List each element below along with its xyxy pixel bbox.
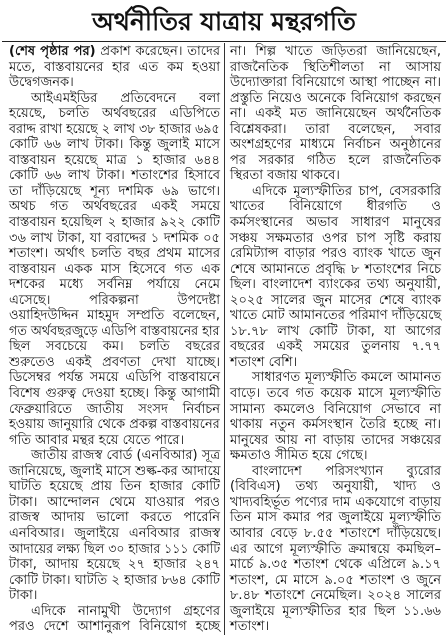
- paragraph: [230, 184, 441, 371]
- text-line: বাস্তবায়ন হয়েছিল ২ হাজার ৯২২ কোটি: [9, 215, 220, 231]
- text-line: সাধারণত মূল্যস্ফীতি কমলে আমানত: [252, 370, 441, 386]
- text-line: শতাংশ। অর্থাৎ চলতি বছর প্রথম মাসের: [9, 246, 220, 262]
- text-line: বাড়ে। তবে গত কয়েক মাসে মূল্যস্ফীতি: [230, 386, 441, 402]
- text-line: এদিকে মূল্যস্ফীতির চাপ, বেসরকারি: [252, 183, 441, 199]
- text-line: প্রস্তুতি নিয়েও অনেকে বিনিয়োগ করছেন: [230, 90, 441, 106]
- text-line: টাকা।: [9, 588, 38, 604]
- column-divider: [224, 43, 225, 635]
- text-line: তিন মাস কমার পর জুলাইয়ে মূল্যস্ফীতি: [230, 510, 441, 526]
- paragraph: [9, 604, 220, 635]
- text-line: এসেছে। পরিকল্পনা উপদেষ্টা: [9, 292, 220, 308]
- text-line: তা দাঁড়িয়েছে শূন্য দশমিক ৬৯ ভাগে।: [9, 183, 220, 199]
- text-line: বিশেষ গুরুত্ব দেওয়া হচ্ছে। কিন্তু আগামী: [9, 386, 220, 402]
- text-line: দশকের মধ্যে সর্বনিম্ন পর্যায়ে নেমে: [9, 277, 220, 293]
- paragraph: [9, 448, 220, 603]
- text-line: শেষে আমানতে প্রবৃদ্ধি ৮ শতাংশের নিচে: [230, 261, 441, 277]
- paragraph: [230, 464, 441, 635]
- text-line: ২০২৫ সালের জুন মাসের শেষে ব্যাংক: [230, 292, 441, 308]
- text-line: স্থিরতা বজায় থাকবে।: [230, 168, 340, 184]
- headline: অর্থনীতির যাত্রায় মন্থরগতি: [92, 7, 356, 36]
- text-line: হওয়ায় জানুয়ারি থেকে প্রকল্প বাস্তবায়নের: [9, 417, 220, 433]
- text-line: ছিল। বাংলাদেশ ব্যাংকের তথ্য অনুযায়ী,: [230, 277, 441, 293]
- text-line: বাস্তবায়ন একক মাস হিসেবে গত এক: [9, 261, 220, 277]
- text-line: ৮.৪৮ শতাংশে নেমেছিল। ২০২৪ সালের: [230, 588, 441, 604]
- text-line: শতাংশ।: [230, 619, 270, 635]
- text-line: এনবিআর। জুলাইয়ে এনবিআর রাজস্ব: [9, 525, 220, 541]
- text-line: ওয়াহিদউদ্দিন মাহমুদ সম্প্রতি বলেছেন,: [9, 308, 220, 324]
- text-line: কোটি ৬৬ লাখ টাকা। শতাংশের হিসাবে: [9, 168, 220, 184]
- text-line: মতে, বাস্তবায়নের হার এত কম হওয়া: [9, 59, 220, 75]
- text-line: আবার বেড়ে ৮.৫৫ শতাংশে দাঁড়িয়েছে।: [230, 525, 441, 541]
- text-line: অথচ গত অর্থবছরের একই সময়ে: [9, 199, 220, 215]
- paragraph: [230, 44, 441, 184]
- text-line: বাস্তবায়ন হয়েছে মাত্র ১ হাজার ৬৪৪: [9, 152, 220, 168]
- text-line: (বিবিএস) তথ্য অনুযায়ী, খাদ্য ও: [230, 479, 441, 495]
- text-line: ডিসেম্বর পর্যন্ত সময়ে এডিপি বাস্তবায়নে: [9, 370, 220, 386]
- text-line: শতাংশ, মে মাসে ৯.০৫ শতাংশ ও জুনে: [230, 572, 441, 588]
- text-line: এদিকে নানামুখী উদ্যোগ গ্রহণের: [31, 603, 220, 619]
- text-line-content: প্রকাশ করেছেন। তাদের: [100, 44, 220, 59]
- text-line: রাজনৈতিক স্থিতিশীলতা না আসায়: [230, 59, 441, 75]
- text-line: গত অর্থবছরজুড়ে এডিপি বাস্তবায়নের হার: [9, 323, 220, 339]
- text-line: আদায়ের লক্ষ্য ছিল ৩০ হাজার ১১১ কোটি: [9, 541, 221, 557]
- text-line: খাদ্যবহির্ভূত পণ্যের দাম একযোগে বাড়ায়: [230, 494, 441, 510]
- text-line: জুলাইয়ে মূল্যস্ফীতির হার ছিল ১১.৬৬: [230, 603, 441, 619]
- paragraph: [9, 91, 220, 449]
- text-line: সামান্য কমলেও বিনিয়োগ সেভাবে না: [230, 401, 441, 417]
- text-line: [9, 44, 220, 60]
- text-line: বিশ্লেষকরা। তারা বলেছেন, সবার: [230, 121, 441, 137]
- text-line: গতি আবার মন্থর হয়ে যেতে পারে।: [9, 432, 185, 448]
- text-line: জাতীয় রাজস্ব বোর্ড (এনবিআর) সূত্র: [31, 448, 220, 464]
- text-line: ঘাটতি হয়েছে প্রায় তিন হাজার কোটি: [9, 479, 220, 495]
- text-line: এর আগে মূল্যস্ফীতি ক্রমান্বয়ে কমছিল–: [230, 541, 441, 557]
- text-line: না। শিল্প খাতে জড়িতরা জানিয়েছেন,: [230, 44, 441, 59]
- text-line: কোটি ৬৬ লাখ টাকা। কিন্তু জুলাই মাসে: [9, 137, 220, 153]
- text-line: উদ্যোক্তারা বিনিয়োগে আস্থা পাচ্ছেন না।: [230, 75, 441, 91]
- text-line: পরও দেশে আশানুরূপ বিনিয়োগ হচ্ছে: [9, 619, 220, 635]
- text-line: বরাদ্দ রাখা হয়েছে ২ লাখ ৩৮ হাজার ৬৯৫: [9, 121, 220, 137]
- right-column: [230, 44, 441, 635]
- text-line: খাতে মোট আমানতের পরিমাণ দাঁড়িয়েছে: [230, 308, 442, 324]
- text-line: ৩৬ লাখ টাকা, যা বরাদ্দের ১ দশমিক ০৫: [9, 230, 220, 246]
- text-line: ফেব্রুয়ারিতে জাতীয় সংসদ নির্বাচন: [9, 401, 220, 417]
- text-line: হয়েছে, চলতি অর্থবছরের এডিপিতে: [9, 106, 220, 122]
- paragraph: [230, 370, 441, 463]
- text-line: শুরুতেও একই প্রবণতা দেখা যাচ্ছে।: [9, 354, 220, 370]
- text-line: সঞ্চয় সক্ষমতার ওপর চাপ সৃষ্টি করায়: [230, 230, 441, 246]
- text-line: ছিল সবচেয়ে কম। চলতি বছরের: [9, 339, 220, 355]
- text-line: ১৮.৭৮ লাখ কোটি টাকা, যা আগের: [230, 323, 441, 339]
- text-line: উদ্বেগজনক।: [9, 75, 74, 91]
- headline-rule: [2, 41, 446, 42]
- text-line: না। একই মত জানিয়েছেন অর্থনৈতিক: [230, 106, 441, 122]
- text-line: অংশগ্রহণের মাধ্যমে নির্বাচন অনুষ্ঠানের: [230, 137, 441, 153]
- continued-label: (শেষ পৃষ্ঠার পর): [9, 44, 96, 59]
- text-line: টাকা, আদায় হয়েছে ২৭ হাজার ২৪৭: [9, 557, 220, 573]
- text-line: শতাংশ বেশি।: [230, 354, 298, 370]
- text-line: বছরের একই সময়ের তুলনায় ৭.৭৭: [230, 339, 441, 355]
- text-line: আইএমইডির প্রতিবেদনে বলা: [31, 90, 220, 106]
- text-line: রেমিট্যান্স বাড়ার পরও ব্যাংক খাতে জুন: [230, 246, 441, 262]
- text-line: টাকা। আন্দোলন থেমে যাওয়ার পরও: [9, 494, 220, 510]
- paragraph: [9, 44, 220, 91]
- text-line: কর্মসংস্থানের অভাব সাধারণ মানুষের: [230, 215, 441, 231]
- text-line: পর সরকার গঠিত হলে রাজনৈতিক: [230, 152, 441, 168]
- text-line: খাতের বিনিয়োগে ধীরগতি ও: [230, 199, 441, 215]
- text-line: থাকায় নতুন কর্মসংস্থান তৈরি হচ্ছে না।: [230, 417, 441, 433]
- text-line: ক্ষমতাও সীমিত হয়ে গেছে।: [230, 448, 368, 464]
- text-line: জানিয়েছে, জুলাই মাসে শুল্ক-কর আদায়ে: [9, 463, 221, 479]
- text-line: মানুষের আয় না বাড়ায় তাদের সঞ্চয়ের: [230, 432, 441, 448]
- text-line: বাংলাদেশ পরিসংখ্যান ব্যুরোর: [252, 463, 441, 479]
- text-line: রাজস্ব আদায় ভালো করতে পারেনি: [9, 510, 220, 526]
- text-line: মার্চে ৯.৩৫ শতাংশ থেকে এপ্রিলে ৯.১৭: [230, 557, 441, 573]
- left-column: [9, 44, 220, 635]
- text-line: কোটি টাকা। ঘাটতি ২ হাজার ৮৬৪ কোটি: [9, 572, 220, 588]
